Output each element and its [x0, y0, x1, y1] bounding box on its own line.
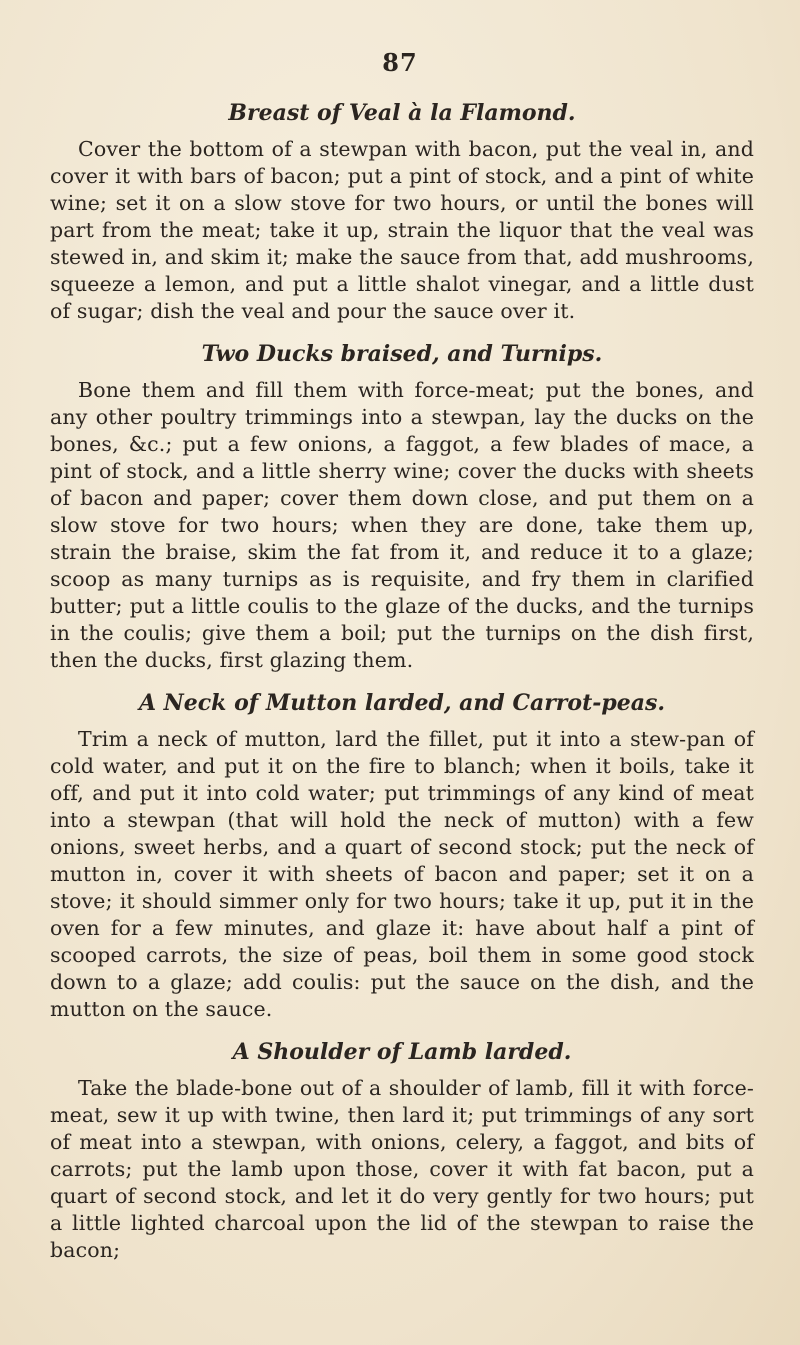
recipe-text: Cover the bottom of a stewpan with bacon, put the veal in, and cover it with bars of bacon; put a pint of stock, and a pint of white wine; set it on a slow stove for two hours, or until the bones will part from the meat; take it up, strain the liquor that the veal was stewed in, and skim it; make the sauce from that, add mushrooms, squeeze a lemon, and put a little shalot vinegar, and a little dust of sugar; dish the veal and pour the sauce over it.	[50, 137, 754, 323]
recipe-title: Two Ducks braised, and Turnips.	[201, 341, 603, 367]
recipe-text: Trim a neck of mutton, lard the fillet, put it into a stew-pan of cold water, and put it on the fire to blanch; when it boils, take it off, and put it into cold water; put trimmings of any kind of meat into a stewpan (that will hold the neck of mutton) with a few onions, sweet herbs, and a quart of second stock; put the neck of mutton in, cover it with sheets of bacon and paper; set it on a stove; it should simmer only for two hours; take it up, put it in the oven for a few minutes, and glaze it: have about half a pint of scooped carrots, the size of peas, boil them in some good stock down to a glaze; add coulis: put the sauce on the dish, and the mutton on the sauce.	[50, 727, 754, 1021]
recipe-title: Breast of Veal à la Flamond.	[228, 100, 576, 126]
recipe-two-ducks-braised	[50, 339, 754, 674]
recipe-neck-of-mutton	[50, 688, 754, 1023]
page-number: 87	[382, 48, 418, 77]
recipe-title: A Neck of Mutton larded, and Carrot-peas.	[138, 690, 666, 716]
recipe-shoulder-of-lamb	[50, 1037, 754, 1264]
recipe-title: A Shoulder of Lamb larded.	[232, 1039, 572, 1065]
recipe-breast-of-veal	[50, 98, 754, 325]
recipe-text: Take the blade-bone out of a shoulder of lamb, fill it with force-meat, sew it up with twine, then lard it; put trimmings of any sort of meat into a stewpan, with onions, celery, a faggot, and bits of carrots; put the lamb upon those, cover it with fat bacon, put a quart of second stock, and let it do very gently for two hours; put a little lighted charcoal upon the lid of the stewpan to raise the bacon;	[50, 1076, 754, 1262]
page-content	[50, 98, 754, 1278]
recipe-text: Bone them and fill them with force-meat; put the bones, and any other poultry trimmings into a stewpan, lay the ducks on the bones, &c.; put a few onions, a faggot, a few blades of mace, a pint of stock, and a little sherry wine; cover the ducks with sheets of bacon and paper; cover them down close, and put them on a slow stove for two hours; when they are done, take them up, strain the braise, skim the fat from it, and reduce it to a glaze; scoop as many turnips as is requisite, and fry them in clarified butter; put a little coulis to the glaze of the ducks, and the turnips in the coulis; give them a boil; put the turnips on the dish first, then the ducks, first glazing them.	[50, 378, 754, 672]
